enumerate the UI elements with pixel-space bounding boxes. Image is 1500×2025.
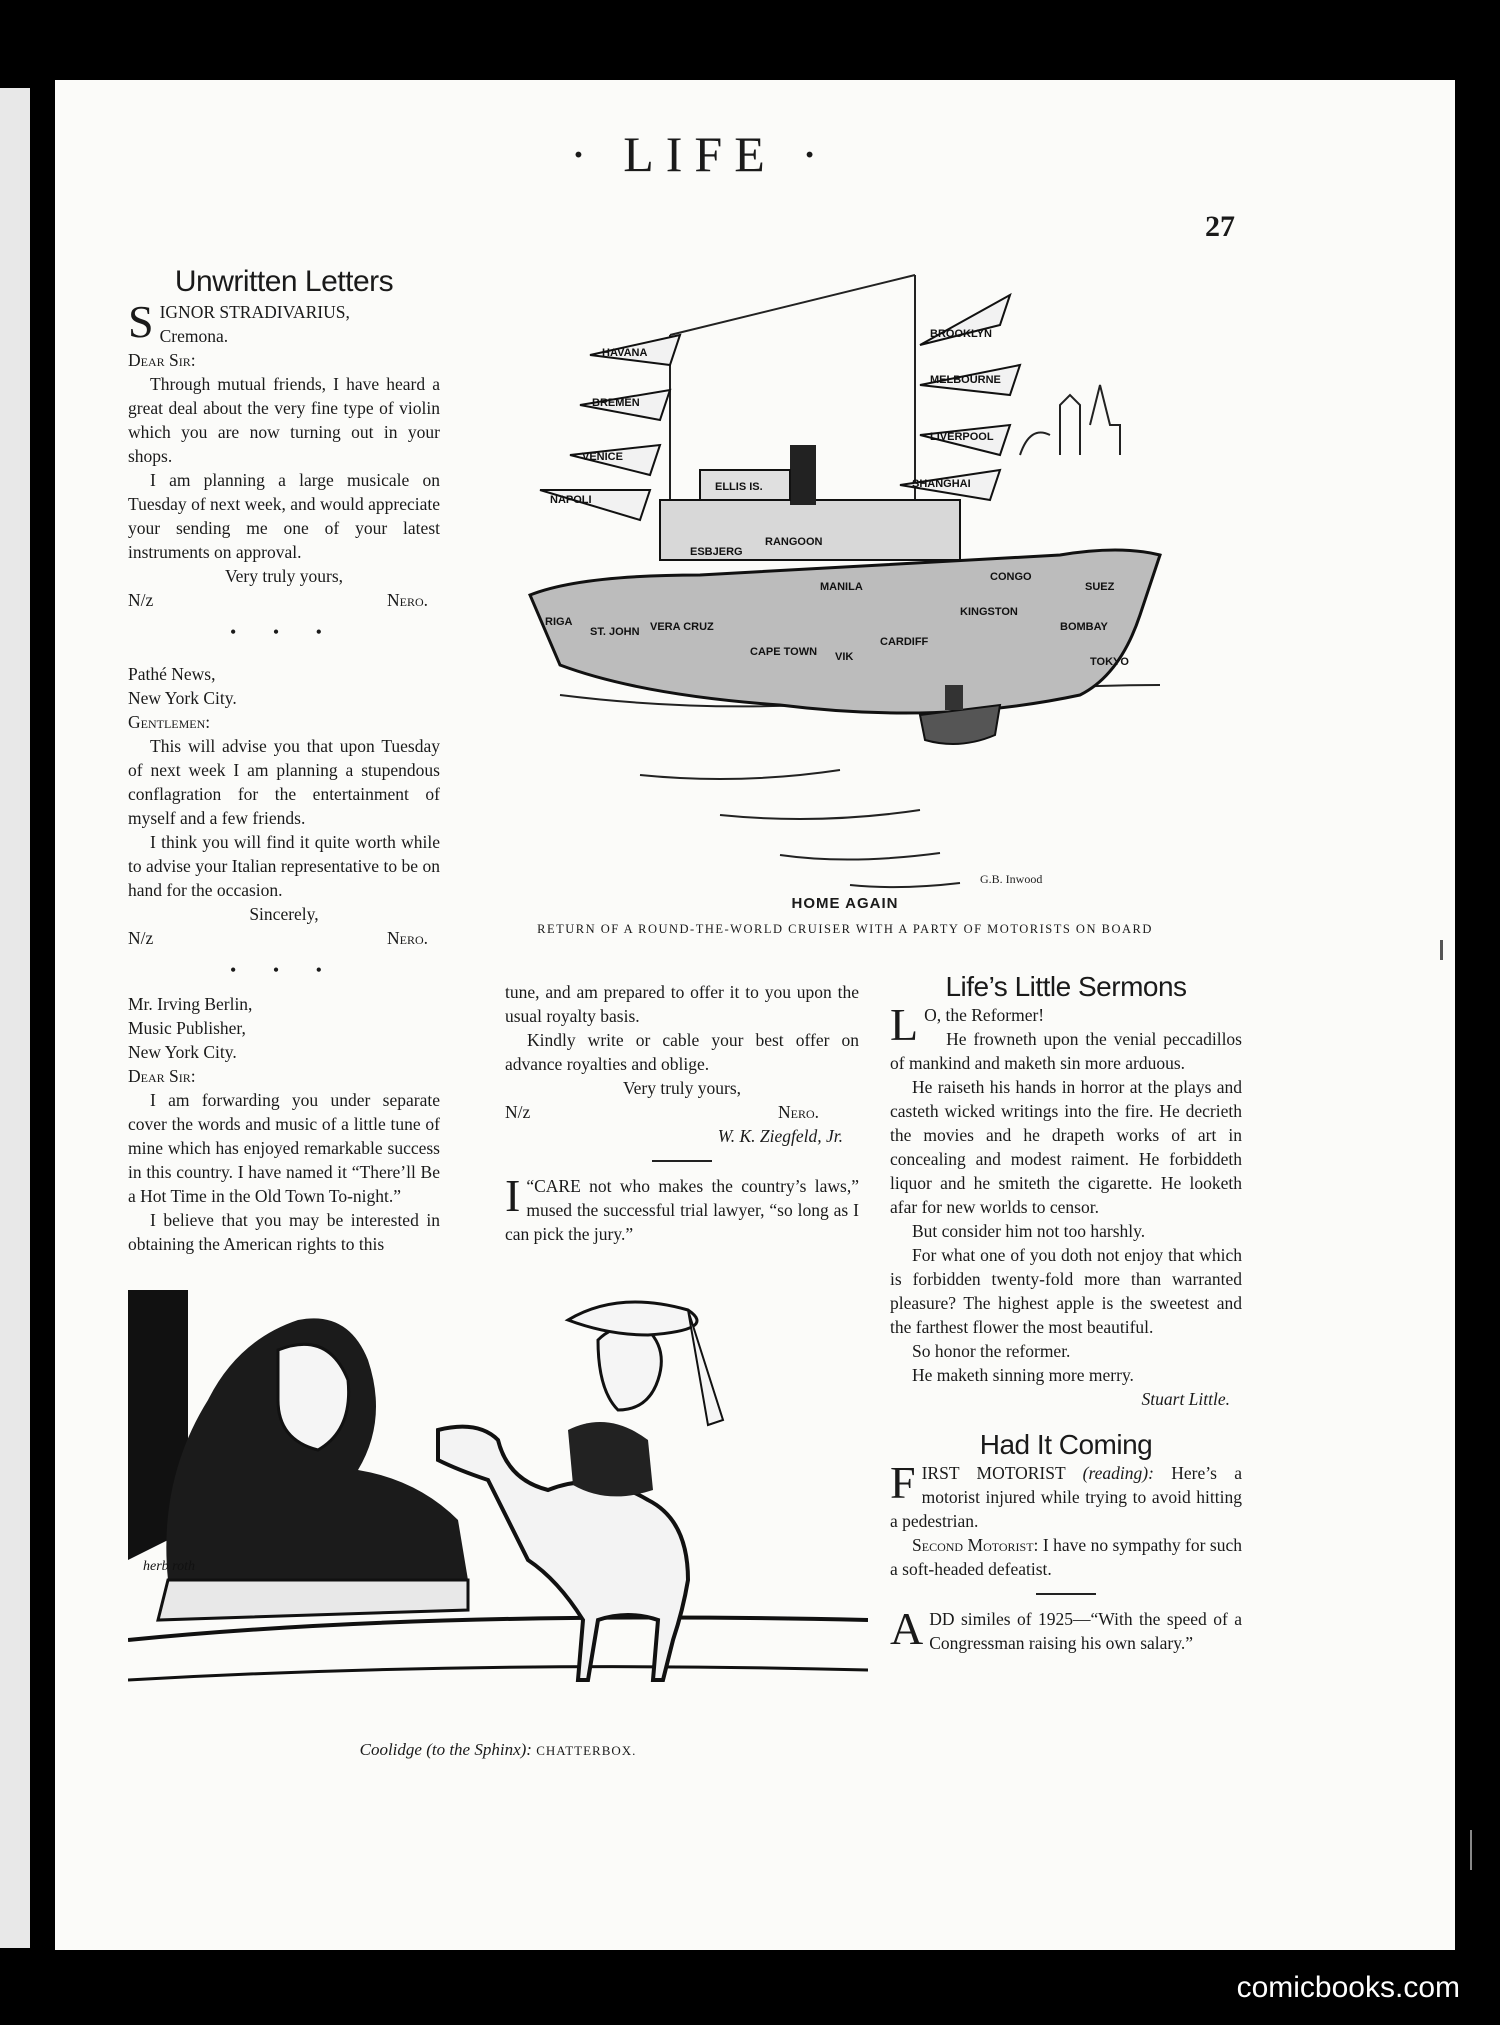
dropcap: A — [890, 1603, 924, 1654]
sermons-title: Life’s Little Sermons — [945, 971, 1187, 1002]
flag-label: VENICE — [582, 451, 623, 463]
address-line: Music Publisher, — [128, 1018, 246, 1038]
sermons-author: Stuart Little. — [1141, 1389, 1230, 1409]
patch-label: RANGOON — [765, 536, 823, 548]
paragraph: I think you will find it quite worth while to advise your Italian representative to be on hand for the occasion. — [128, 832, 440, 900]
patch-label: VERA CRUZ — [650, 621, 714, 633]
ship-cartoon — [520, 255, 1170, 890]
patch-label: ESBJERG — [690, 546, 743, 558]
salutation: Gentlemen: — [128, 712, 211, 732]
dropcap: F — [890, 1457, 916, 1508]
facing-page-edge — [0, 88, 30, 1948]
flag-label: SHANGHAI — [912, 478, 971, 490]
paragraph: tune, and am prepared to offer it to you upon the usual royalty basis. — [505, 982, 859, 1026]
address-line: Mr. Irving Berlin, — [128, 994, 253, 1014]
author-credit: W. K. Ziegfeld, Jr. — [717, 1126, 843, 1146]
patch-label: CONGO — [990, 571, 1032, 583]
scan-mark — [1440, 940, 1443, 960]
paragraph: He frowneth upon the venial peccadillos of mankind and maketh sin more arduous. — [890, 1029, 1242, 1073]
separator: • • • — [230, 960, 338, 980]
paragraph: I am planning a large musicale on Tuesday of next week, and would appreciate your sending me one of your latest instruments on approval. — [128, 470, 440, 562]
closing: Sincerely, — [249, 904, 319, 924]
paragraph: I am forwarding you under separate cover the words and music of a little tune of mine which has enjoyed remarkable success in this country. I have named it “There’ll Be a Hot Time in the Old Town To-night.” — [128, 1090, 440, 1206]
watermark: comicbooks.com — [1236, 1971, 1460, 2004]
salutation: Dear Sir: — [128, 1066, 196, 1086]
letter-irving-berlin — [128, 992, 440, 1256]
paragraph: So honor the reformer. — [912, 1341, 1071, 1361]
letter-pathe-news — [128, 662, 440, 950]
paragraph: I believe that you may be interested in obtaining the American rights to this — [128, 1210, 440, 1254]
flag-label: MELBOURNE — [930, 374, 1001, 386]
scan-mark — [1470, 1830, 1472, 1870]
dropcap: L — [890, 999, 919, 1050]
ship-caption-subtitle: RETURN OF A ROUND-THE-WORLD CRUISER WITH A PARTY OF MOTORISTS ON BOARD — [537, 922, 1153, 936]
patch-label: ELLIS IS. — [715, 481, 763, 493]
ship-caption — [520, 895, 1170, 937]
right-column — [890, 971, 1242, 1655]
middle-column — [505, 980, 859, 1246]
unwritten-letters-title: Unwritten Letters — [174, 265, 394, 298]
addressee: IGNOR STRADIVARIUS, — [159, 302, 350, 322]
flag-label: BROOKLYN — [930, 328, 992, 340]
had-it-coming-title: Had It Coming — [979, 1429, 1153, 1460]
sphinx-caption-caps: CHATTERBOX. — [536, 1743, 637, 1758]
address-line: New York City. — [128, 688, 237, 708]
dialogue-line: Here’s a motorist injured while trying to avoid hitting a pedestrian. — [890, 1463, 1242, 1531]
paragraph: He maketh sinning more merry. — [912, 1365, 1134, 1385]
patch-label: SUEZ — [1085, 581, 1115, 593]
patch-label: RIGA — [545, 616, 573, 628]
jury-quip-text: CARE not who makes the country’s laws,” mused the successful trial lawyer, “so long as I can pick the jury.” — [505, 1176, 859, 1244]
sphinx-illustration — [128, 1280, 868, 1730]
letter-stradivarius — [128, 296, 440, 612]
flag-label: LIVERPOOL — [930, 431, 994, 443]
sphinx-caption — [128, 1740, 868, 1760]
divider — [652, 1160, 712, 1162]
speaker: IRST MOTORIST — [921, 1463, 1066, 1483]
dropcap: S — [128, 296, 154, 347]
flag-label: BREMEN — [592, 397, 640, 409]
initials: N/z — [128, 590, 154, 610]
address-line: Pathé News, — [128, 664, 216, 684]
stage-direction: (reading): — [1082, 1463, 1154, 1483]
patch-label: ST. JOHN — [590, 626, 640, 638]
signature: Nero. — [386, 590, 428, 610]
paragraph: Through mutual friends, I have heard a great deal about the very fine type of violin which you are now turning out in your shops. — [128, 374, 440, 466]
paragraph: This will advise you that upon Tuesday of next week I am planning a stupendous conflagration for the entertainment of myself and a few friends. — [128, 736, 440, 828]
flag-label: HAVANA — [602, 347, 648, 359]
sphinx-cartoon — [128, 1280, 868, 1730]
artist-signature: herb roth — [143, 1559, 195, 1574]
open-quote: “ — [526, 1176, 535, 1196]
closing: Very truly yours, — [622, 1078, 742, 1098]
masthead: · LIFE · — [570, 126, 830, 182]
patch-label: CARDIFF — [880, 636, 929, 648]
paragraph: But consider him not too harshly. — [912, 1221, 1146, 1241]
signature: Nero. — [777, 1102, 819, 1122]
paragraph: For what one of you doth not enjoy that which is forbidden twenty-fold more than warranted pleasure? The highest apple is the sweetest and the farthest flower the most beautiful. — [890, 1245, 1242, 1337]
dropcap: I — [505, 1170, 521, 1221]
patch-label: CAPE TOWN — [750, 646, 818, 658]
sermon-opening: O, the Reformer! — [924, 1005, 1045, 1025]
paragraph: He raiseth his hands in horror at the plays and casteth wicked writings into the fire. He decrieth the movies and he drapeth works of art in concealing and modest raiment. He forbiddeth liquor and he smiteth the cigarette. He looketh afar for new worlds to censor. — [890, 1077, 1242, 1217]
closing: Very truly yours, — [224, 566, 344, 586]
salutation: Dear Sir: — [128, 350, 196, 370]
address-line: New York City. — [128, 1042, 237, 1062]
speaker: Second Motorist: — [912, 1535, 1039, 1555]
similes-text: DD similes of 1925—“With the speed of a Congressman raising his own salary.” — [929, 1609, 1242, 1653]
separator: • • • — [230, 622, 338, 642]
patch-label: BOMBAY — [1060, 621, 1108, 633]
ship-caption-title: HOME AGAIN — [791, 895, 899, 912]
jury-quip — [505, 1170, 859, 1246]
initials: N/z — [128, 928, 154, 948]
patch-label: KINGSTON — [960, 606, 1018, 618]
dialogue-line: I have no sympathy for such a soft-headed defeatist. — [890, 1535, 1242, 1579]
initials: N/z — [505, 1102, 531, 1122]
unwritten-letters-column — [128, 265, 440, 1256]
signature: Nero. — [386, 928, 428, 948]
flag-label: NAPOLI — [550, 494, 592, 506]
patch-label: MANILA — [820, 581, 863, 593]
page-number: 27 — [1205, 210, 1235, 243]
patch-label: TOKYO — [1090, 656, 1129, 668]
paragraph: Kindly write or cable your best offer on advance royalties and oblige. — [505, 1030, 859, 1074]
artist-signature: G.B. Inwood — [980, 872, 1043, 886]
divider — [1036, 1593, 1096, 1595]
ship-illustration — [520, 255, 1170, 890]
sphinx-caption-italic: Coolidge (to the Sphinx): — [359, 1740, 532, 1759]
patch-label: VIK — [835, 651, 854, 663]
place: Cremona. — [159, 326, 229, 346]
